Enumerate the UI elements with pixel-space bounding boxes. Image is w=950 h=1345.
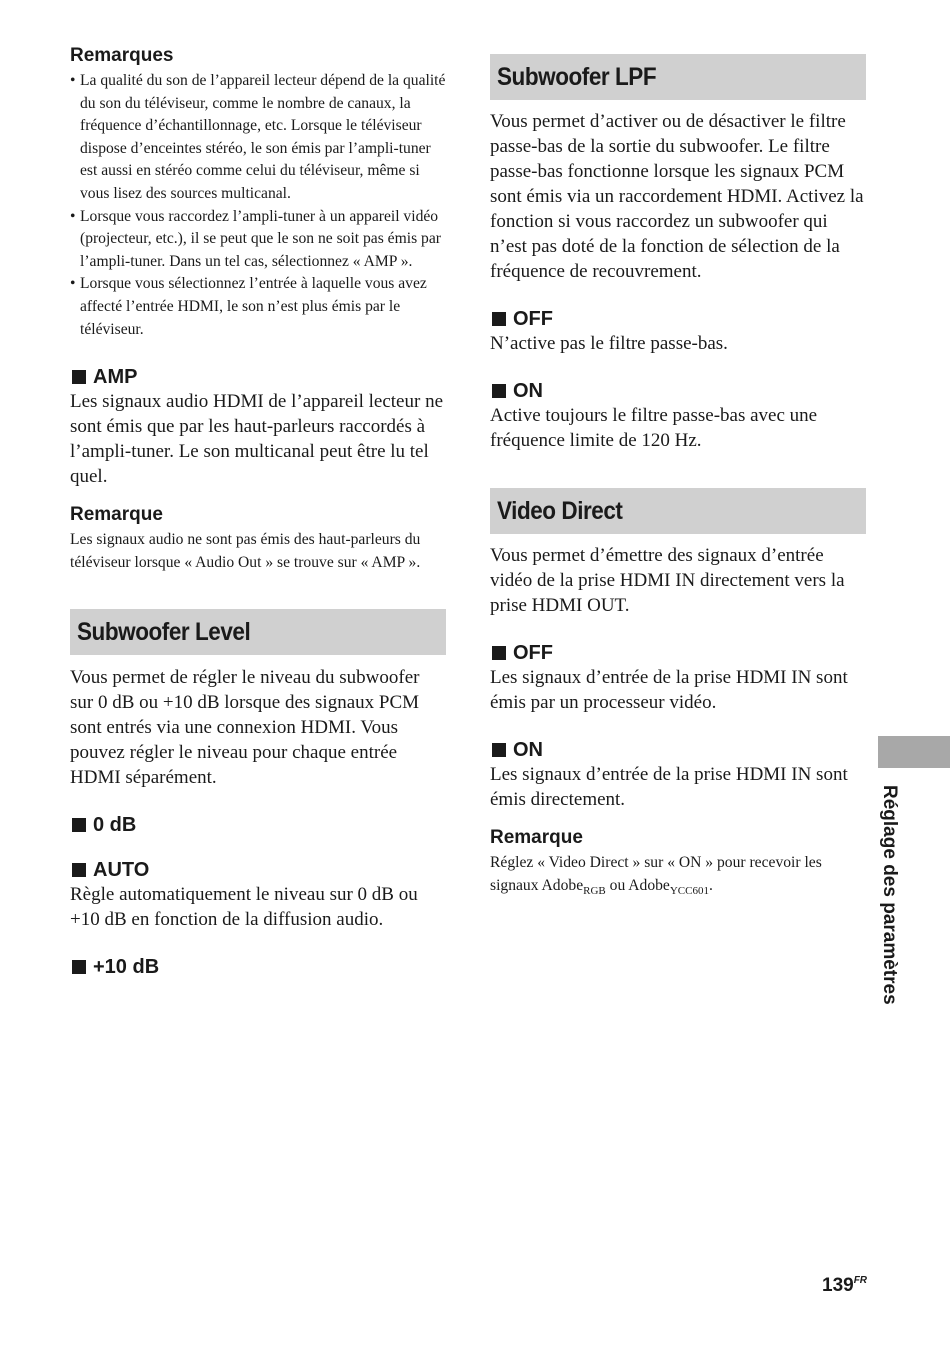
remarques-list <box>70 70 446 341</box>
remarque-item: • Lorsque vous raccordez l’ampli-tuner à un appareil vidéo (projecteur, etc.), il se peut que le son ne soit pas émis par l’ampli-tuner. Dans un tel cas, sélectionnez « AMP ». <box>70 206 446 274</box>
left-column <box>70 44 446 979</box>
video-direct-description: Vous permet d’émettre des signaux d’entrée vidéo de la prise HDMI IN directement vers la prise HDMI OUT. <box>490 545 845 616</box>
video-off-description: Les signaux d’entrée de la prise HDMI IN sont émis par un processeur vidéo. <box>490 667 848 713</box>
subwoofer-lpf-heading: Subwoofer LPF <box>490 54 866 100</box>
square-bullet-icon <box>492 646 506 660</box>
remarques-title: Remarques <box>70 45 174 66</box>
square-bullet-icon <box>72 863 86 877</box>
square-bullet-icon <box>72 960 86 974</box>
side-tab-label: Réglage des paramètres <box>879 785 900 1005</box>
square-bullet-icon <box>72 370 86 384</box>
video-option-off: OFF <box>490 641 866 665</box>
option-amp: AMP <box>70 365 446 389</box>
video-option-on: ON <box>490 738 866 762</box>
side-tab-marker <box>878 736 950 768</box>
lpf-option-off: OFF <box>490 307 866 331</box>
video-direct-heading: Video Direct <box>490 488 866 534</box>
remarque-item: • Lorsque vous sélectionnez l’entrée à laquelle vous avez affecté l’entrée HDMI, le son n’est plus émis par le téléviseur. <box>70 273 446 341</box>
subwoofer-level-heading: Subwoofer Level <box>70 609 446 655</box>
square-bullet-icon <box>492 743 506 757</box>
lpf-on-description: Active toujours le filtre passe-bas avec une fréquence limite de 120 Hz. <box>490 405 818 451</box>
auto-description: Règle automatiquement le niveau sur 0 dB ou +10 dB en fonction de la diffusion audio. <box>70 884 418 931</box>
square-bullet-icon <box>72 818 86 832</box>
remarque-title: Remarque <box>70 504 163 526</box>
page-number: $139^{FR}$ <box>822 1275 868 1296</box>
right-column <box>490 54 866 902</box>
square-bullet-icon <box>492 384 506 398</box>
remarque-item: • La qualité du son de l’appareil lecteur dépend de la qualité du son du téléviseur, comme le nombre de canaux, la fréquence d’échantillonnage, etc. Lorsque le téléviseur dispose d’enceintes stéréo, le son émis par l’ampli-tuner est aussi en stéréo comme celui du téléviseur, même si vous lisez des sources multicanal. <box>70 70 446 206</box>
lpf-option-on: ON <box>490 379 866 403</box>
video-on-description: Les signaux d’entrée de la prise HDMI IN sont émis directement. <box>490 764 848 810</box>
option-plus10db: +10 dB <box>70 955 446 979</box>
lpf-off-description: N’active pas le filtre passe-bas. <box>490 333 728 354</box>
subwoofer-level-description: Vous permet de régler le niveau du subwoofer sur 0 dB ou +10 dB lorsque des signaux PCM sont entrés via une connexion HDMI. Vous pouvez régler le niveau pour chaque entrée HDMI séparément. <box>70 667 420 789</box>
option-0db: 0 dB <box>70 813 446 837</box>
video-remarque-text: Réglez « Video Direct » sur « ON » pour recevoir les signaux Adobe$_{RGB}$ ou Adobe$_{YCC601}$. <box>490 854 822 897</box>
video-remarque-title: Remarque <box>490 827 583 848</box>
subwoofer-lpf-description: Vous permet d’activer ou de désactiver le filtre passe-bas de la sortie du subwoofer. Le filtre passe-bas fonctionne lorsque les signaux PCM sont émis via un raccordement HDMI. Activez la fonction si vous raccordez un subwoofer qui n’est pas doté de la fonction de sélection de la fréquence de recouvrement. <box>490 111 864 282</box>
remarque-text: Les signaux audio ne sont pas émis des haut-parleurs du téléviseur lorsque « Audio Out » se trouve sur « AMP ». <box>70 531 421 571</box>
square-bullet-icon <box>492 312 506 326</box>
amp-description: Les signaux audio HDMI de l’appareil lecteur ne sont émis que par les haut-parleurs raccordés à l’ampli-tuner. Le son multicanal peut être lu tel quel. <box>70 391 444 488</box>
option-auto: AUTO <box>70 858 446 882</box>
